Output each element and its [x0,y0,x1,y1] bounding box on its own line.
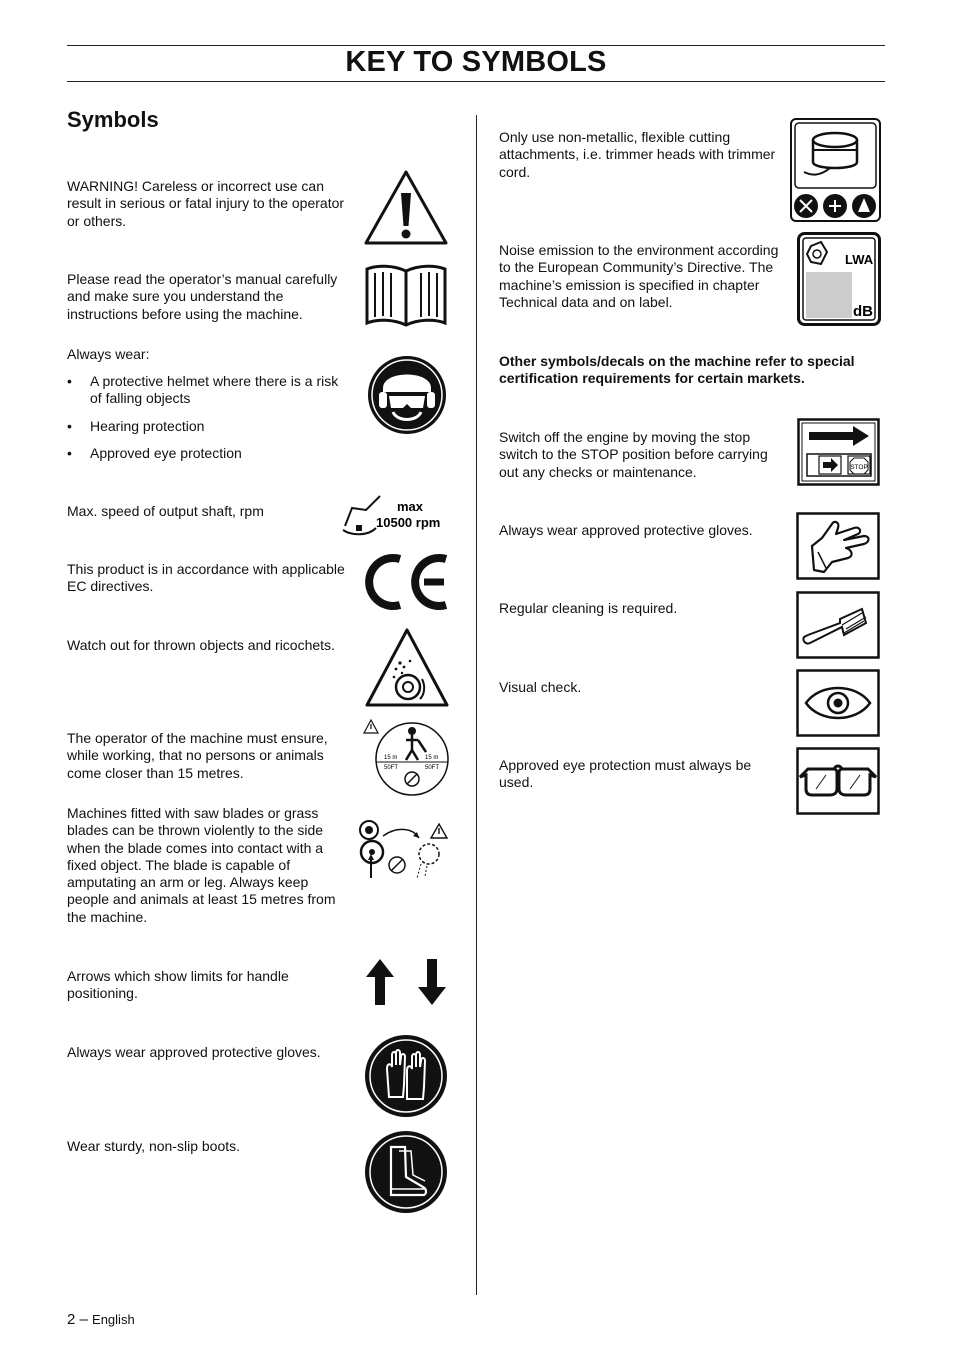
visual-check-text: Visual check. [499,679,582,695]
warning-text: WARNING! Careless or incorrect use can result in serious or fatal injury to the operator or others. [67,178,345,229]
gloves-decal-icon [796,512,880,580]
safety-distance-icon [362,718,450,798]
handle-limit-arrows-icon [364,957,448,1007]
distance-15m-left: 15 m [384,755,398,761]
warning-triangle-icon [363,169,449,247]
switch-off-text: Switch off the engine by moving the stop switch to the STOP position before carrying out any checks or maintenance. [499,429,768,480]
lwa-label: LWA [845,252,874,267]
always-wear-text: Always wear: [67,346,150,362]
distance-text: The operator of the machine must ensure, while working, that no persons or animals come closer than 15 metres. [67,730,328,781]
page-title: KEY TO SYMBOLS [345,46,607,78]
eye-protection-text: Approved eye protection must always be used. [499,757,752,791]
blades-text: Machines fitted with saw blades or grass blades can be thrown violently to the side when the blade comes into contact with a fixed object. The blade is capable of amputating an arm or leg. Always keep people and animals at least 15 metres from the machine. [67,805,336,925]
title-underline [67,81,885,82]
cleaning-brush-icon [796,591,880,659]
noise-emission-icon [797,232,881,326]
safety-glasses-icon [796,747,880,815]
max-speed-text: Max. speed of output shaft, rpm [67,503,264,519]
gloves-text: Always wear approved protective gloves. [67,1044,321,1060]
rpm-value: 10500 rpm [376,515,441,530]
distance-50ft-right: 50FT [425,765,440,771]
page-footer [67,1311,135,1328]
eye-icon [796,669,880,737]
cleaning-text: Regular cleaning is required. [499,600,678,616]
stop-switch-icon [797,418,880,486]
manual-book-icon [363,261,449,327]
helmet-ear-eye-protection-icon [365,354,449,436]
bullet-text: Hearing protection [90,418,205,434]
noise-text: Noise emission to the environment according to the European Community’s Directive. The machine’s emission is specified in chapter Technical data and on label. [499,242,779,310]
thrown-objects-text: Watch out for thrown objects and ricochets. [67,637,335,653]
db-label: dB [853,303,873,320]
thrown-objects-warning-icon [364,627,450,709]
column-divider [476,115,477,1295]
bullet-text: Approved eye protection [90,445,242,461]
boots-icon [363,1129,449,1215]
blade-thrust-warning-icon [357,818,451,882]
trimmer-head-icon [790,118,881,222]
boots-text: Wear sturdy, non-slip boots. [67,1138,241,1154]
max-speed-icon [340,494,450,538]
section-title: Symbols [67,107,159,132]
other-symbols-text: Other symbols/decals on the machine refer to special certification requirements for certain markets. [499,353,855,387]
protective-gloves-icon [363,1033,449,1119]
stop-label: STOP [850,464,868,471]
bullet-text: A protective helmet where there is a risk of falling objects [90,373,339,407]
right-gloves-text: Always wear approved protective gloves. [499,522,753,538]
ce-mark-icon [362,551,450,613]
manual-text: Please read the operator’s manual carefully and make sure you understand the instructions before using the machine. [67,271,338,322]
page-number: 2 – [67,1311,88,1328]
distance-15m-right: 15 m [425,755,439,761]
arrows-text: Arrows which show limits for handle positioning. [67,968,289,1002]
footer-language: English [92,1312,135,1327]
distance-50ft-left: 50FT [384,765,399,771]
max-label: max [397,499,424,514]
non-metallic-text: Only use non-metallic, flexible cutting attachments, i.e. trimmer heads with trimmer cord. [499,129,776,180]
ce-text: This product is in accordance with applicable EC directives. [67,561,345,595]
